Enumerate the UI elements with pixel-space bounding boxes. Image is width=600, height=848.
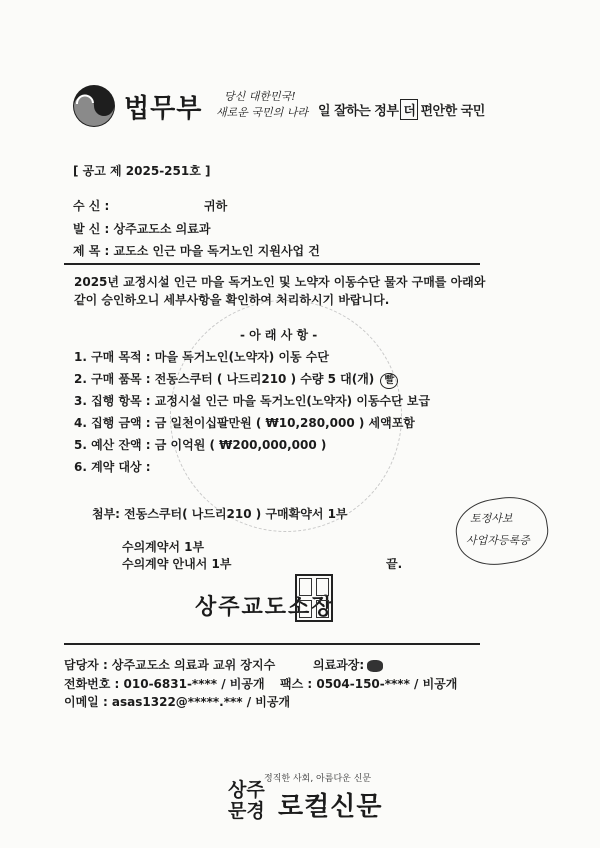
annotation-line-1: 토정사보 — [470, 512, 513, 525]
recipient-label: 수 신 : — [73, 199, 110, 213]
government-emblem-icon — [72, 84, 116, 128]
sender-row — [73, 220, 210, 237]
contact-email: 이메일 : asas1322@*****.*** / 비공개 — [64, 695, 291, 709]
item-2 — [74, 370, 398, 389]
slogan-part-a: 일 잘하는 정부 — [318, 104, 399, 119]
annotation-line-2: 사업자등록증 — [466, 534, 530, 547]
body-line-2: 같이 승인하오니 세부사항을 확인하여 처리하시기 바랍니다. — [74, 293, 390, 307]
body-line-1: 2025년 교정시설 인근 마을 독거노인 및 노약자 이동수단 물자 구매를 아래와 — [74, 275, 486, 289]
attachment-contract: 수의계약서 1부 — [122, 540, 205, 554]
contact-fax: 팩스 : 0504-150-**** / 비공개 — [280, 677, 458, 691]
issuer-name: 상주교도소장 — [195, 595, 335, 620]
slogan-box: 더 — [400, 99, 418, 120]
item-6: 6. 계약 대상 : — [74, 460, 151, 474]
recipient-honorific: 귀하 — [204, 199, 228, 213]
subject-label: 제 목 : — [73, 244, 110, 258]
attachment-guide: 수의계약 안내서 1부 — [122, 557, 232, 571]
contact-chief — [313, 656, 383, 673]
slogan-part-b: 편안한 국민 — [420, 104, 485, 119]
item-2-text: 2. 구매 품목 : 전동스쿠터 ( 나드리210 ) 수량 5 대(개) — [74, 372, 375, 386]
handwritten-annotation-oval — [452, 492, 552, 570]
contact-person: 담당자 : 상주교도소 의료과 교위 장지수 — [64, 658, 276, 672]
handwritten-circle-mark: 빨 — [380, 373, 398, 389]
sender-label: 발 신 : — [73, 222, 110, 236]
contact-phone: 전화번호 : 010-6831-**** / 비공개 — [64, 677, 265, 691]
item-1: 1. 구매 목적 : 마을 독거노인(노약자) 이동 수단 — [74, 350, 329, 364]
item-5: 5. 예산 잔액 : 금 이억원 ( ₩200,000,000 ) — [74, 438, 327, 452]
handwritten-slogan-line2: 새로운 국민의 나라 — [216, 106, 309, 119]
subject-row — [73, 242, 320, 259]
handwritten-slogan-line1: 당신 대한민국! — [224, 90, 296, 103]
footer-brand-name: 로컬신문 — [278, 792, 383, 822]
end-mark: 끝. — [386, 557, 403, 571]
footer-tagline: 정직한 사회, 아름다운 신문 — [264, 774, 372, 784]
footer-region-top: 상주 — [228, 779, 265, 801]
notice-number: [ 공고 제 2025-251호 ] — [73, 164, 211, 178]
item-4: 4. 집행 금액 : 금 일천이십팔만원 ( ₩10,280,000 ) 세액포함 — [74, 416, 415, 430]
ministry-name: 법무부 — [124, 94, 203, 124]
chief-seal-icon — [367, 660, 383, 672]
footer-region-bottom: 문경 — [228, 800, 265, 822]
footer-region — [228, 780, 265, 822]
item-3: 3. 집행 항목 : 교정시설 인근 마을 독거노인(노약자) 이동수단 보급 — [74, 394, 431, 408]
official-seal-stamp — [295, 574, 333, 622]
chief-label: 의료과장: — [313, 658, 365, 672]
divider-bottom — [64, 643, 480, 645]
attachment-main: 첨부: 전동스쿠터( 나드리210 ) 구매확약서 1부 — [92, 507, 348, 521]
subject-value: 교도소 인근 마을 독거노인 지원사업 건 — [113, 244, 320, 258]
sender-value: 상주교도소 의료과 — [113, 222, 211, 236]
government-slogan — [318, 99, 485, 120]
section-title: - 아 래 사 항 - — [240, 328, 318, 342]
divider-top — [64, 263, 480, 265]
